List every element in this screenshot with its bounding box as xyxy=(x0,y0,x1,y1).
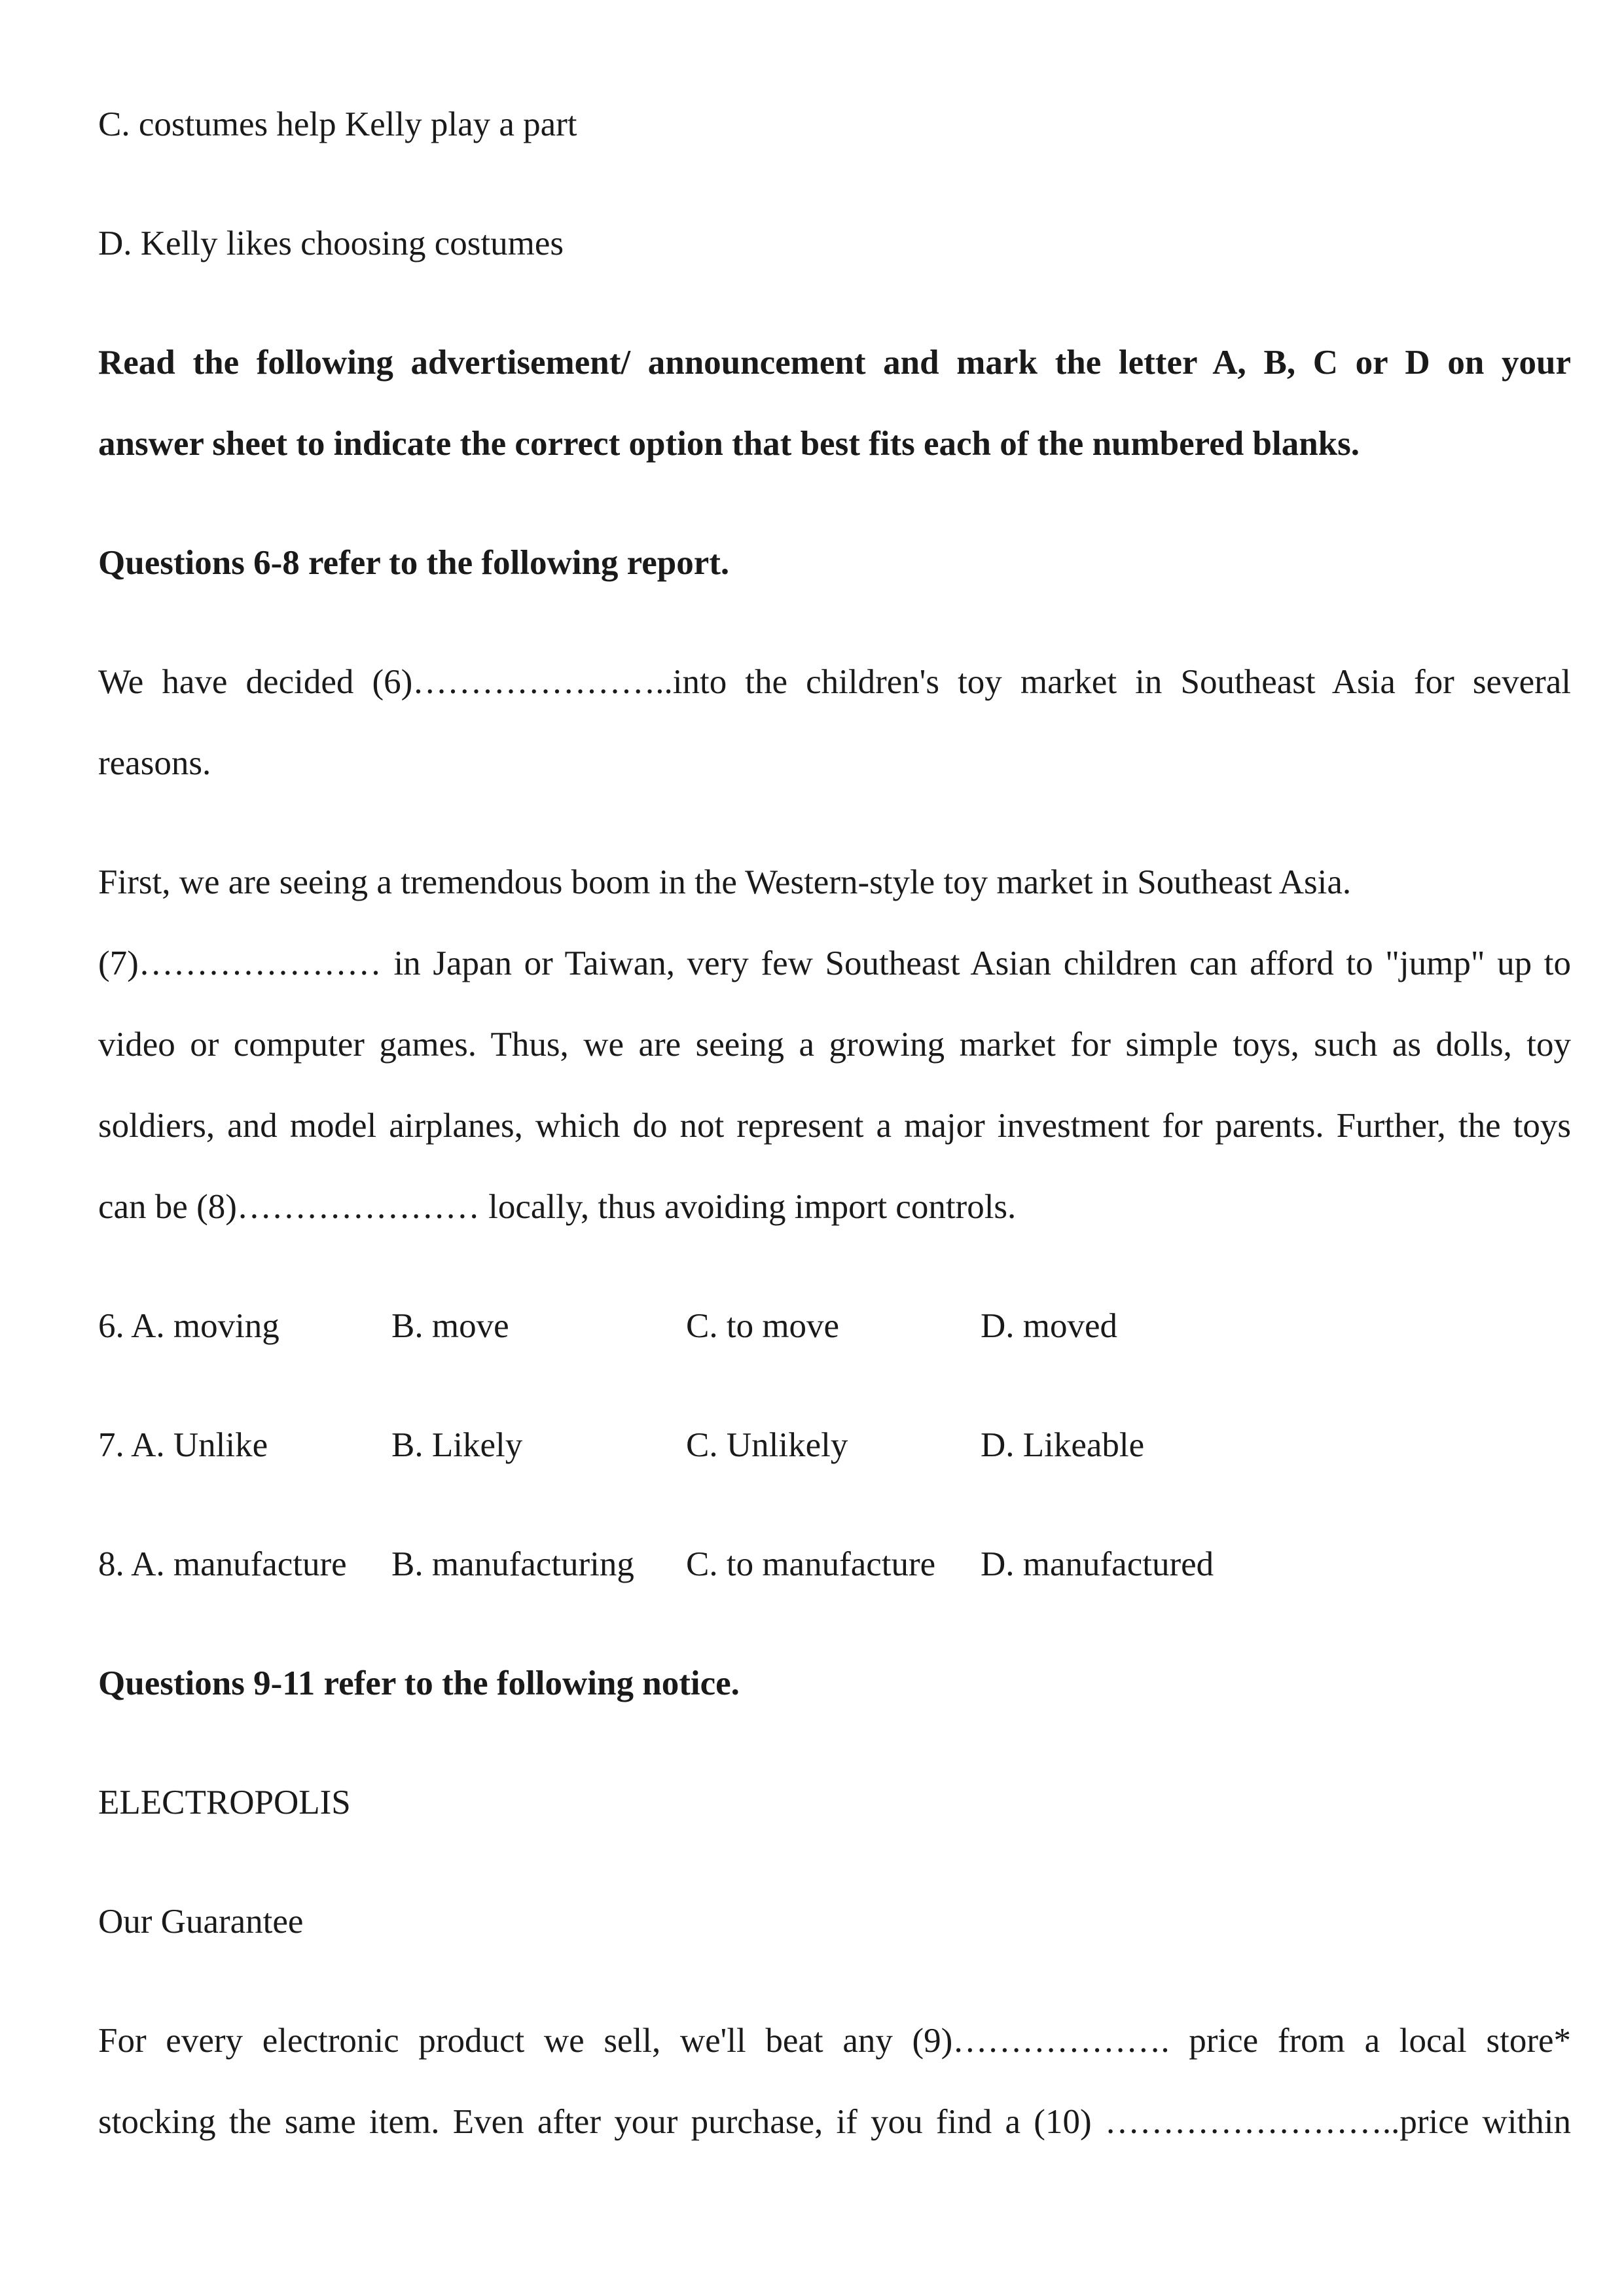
question-8-options xyxy=(98,1543,1571,1585)
question-8-option-b: B. manufacturing xyxy=(391,1545,634,1583)
section-heading-questions-6-8: Questions 6-8 refer to the following report. xyxy=(98,544,730,582)
notice-paragraph-line-2: stocking the same item. Even after your purchase, if you find a (10) ……………………..price within xyxy=(98,2103,1571,2141)
question-8-option-d: D. manufactured xyxy=(981,1545,1214,1583)
instructions-line-1: Read the following advertisement/ announcement and mark the letter A, B, C or D on your xyxy=(98,344,1571,382)
report-paragraph-line-2: (7)………………… in Japan or Taiwan, very few Southeast Asian children can afford to "jump" up to xyxy=(98,944,1571,982)
question-7-options xyxy=(98,1424,1571,1466)
report-paragraph-line-4: soldiers, and model airplanes, which do not represent a major investment for parents. Further, the toys xyxy=(98,1107,1571,1145)
question-7-option-d: D. Likeable xyxy=(981,1426,1145,1464)
notice-subtitle: Our Guarantee xyxy=(98,1903,304,1941)
question-6-option-c: C. to move xyxy=(686,1307,840,1345)
question-6-options xyxy=(98,1305,1571,1347)
option-c-previous: C. costumes help Kelly play a part xyxy=(98,105,577,143)
question-6-option-b: B. move xyxy=(391,1307,509,1345)
question-8-option-a: 8. A. manufacture xyxy=(98,1545,347,1583)
question-6-option-d: D. moved xyxy=(981,1307,1118,1345)
section-heading-questions-9-11: Questions 9-11 refer to the following notice. xyxy=(98,1664,740,1702)
question-7-option-c: C. Unlikely xyxy=(686,1426,848,1464)
notice-store-name: ELECTROPOLIS xyxy=(98,1784,351,1821)
instructions-line-2: answer sheet to indicate the correct option that best fits each of the numbered blanks. xyxy=(98,425,1360,463)
option-d-previous: D. Kelly likes choosing costumes xyxy=(98,224,564,262)
report-paragraph-line-3: video or computer games. Thus, we are seeing a growing market for simple toys, such as dolls, toy xyxy=(98,1026,1571,1064)
question-7-option-a: 7. A. Unlike xyxy=(98,1426,268,1464)
report-intro-line-2: reasons. xyxy=(98,744,211,782)
question-8-option-c: C. to manufacture xyxy=(686,1545,936,1583)
question-6-option-a: 6. A. moving xyxy=(98,1307,280,1345)
notice-paragraph-line-1: For every electronic product we sell, we'll beat any (9)………………. price from a local store* xyxy=(98,2022,1571,2060)
report-intro-line-1: We have decided (6)…………………..into the children's toy market in Southeast Asia for several xyxy=(98,663,1571,701)
report-paragraph-line-1: First, we are seeing a tremendous boom in the Western-style toy market in Southeast Asia. xyxy=(98,863,1352,901)
question-7-option-b: B. Likely xyxy=(391,1426,523,1464)
report-paragraph-line-5: can be (8)………………… locally, thus avoiding import controls. xyxy=(98,1188,1017,1226)
